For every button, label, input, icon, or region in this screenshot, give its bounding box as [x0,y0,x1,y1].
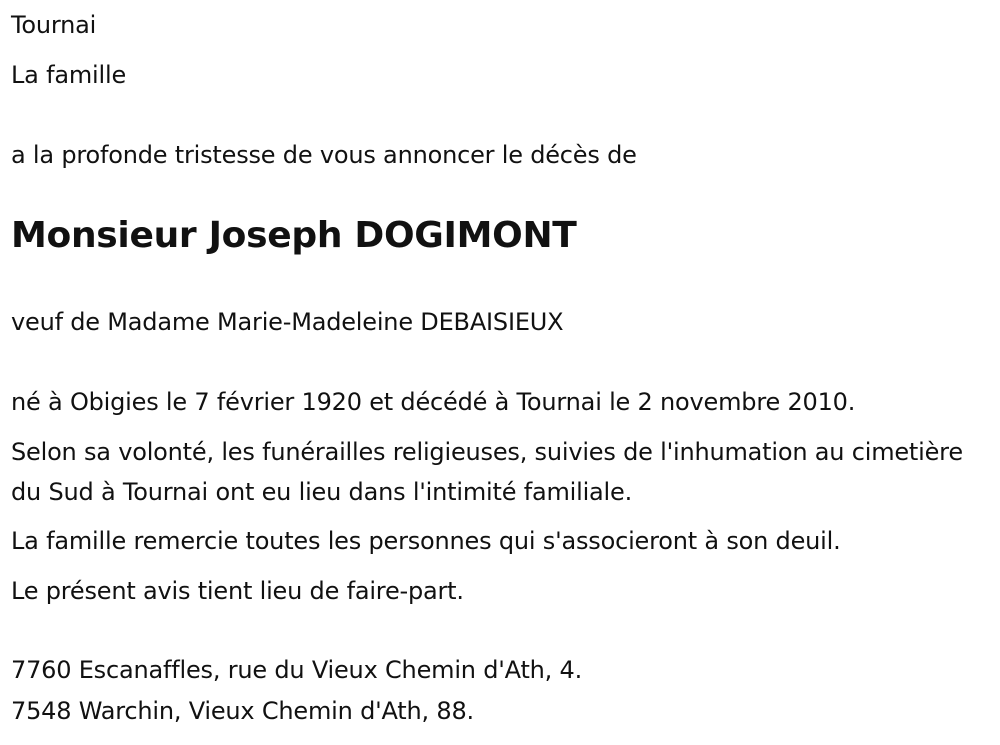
address-line: 7760 Escanaffles, rue du Vieux Chemin d'Ath, 4. [11,656,583,684]
city-label: Tournai [11,11,97,39]
notice-statement: Le présent avis tient lieu de faire-part. [11,577,464,605]
announcement-text: a la profonde tristesse de vous annoncer le décès de [11,141,637,169]
thanks-text: La famille remercie toutes les personnes qui s'associeront à son deuil. [11,527,841,555]
spouse-text: veuf de Madame Marie-Madeleine DEBAISIEUX [11,308,564,336]
family-label: La famille [11,61,127,89]
birth-death-text: né à Obigies le 7 février 1920 et décédé à Tournai le 2 novembre 2010. [11,388,856,416]
funeral-text: Selon sa volonté, les funérailles religieuses, suivies de l'inhumation au cimetière du Sud à Tournai ont eu lieu dans l'intimité familiale. [11,438,963,506]
address-line: 7548 Warchin, Vieux Chemin d'Ath, 88. [11,697,474,725]
deceased-name: Monsieur Joseph DOGIMONT [11,215,577,256]
